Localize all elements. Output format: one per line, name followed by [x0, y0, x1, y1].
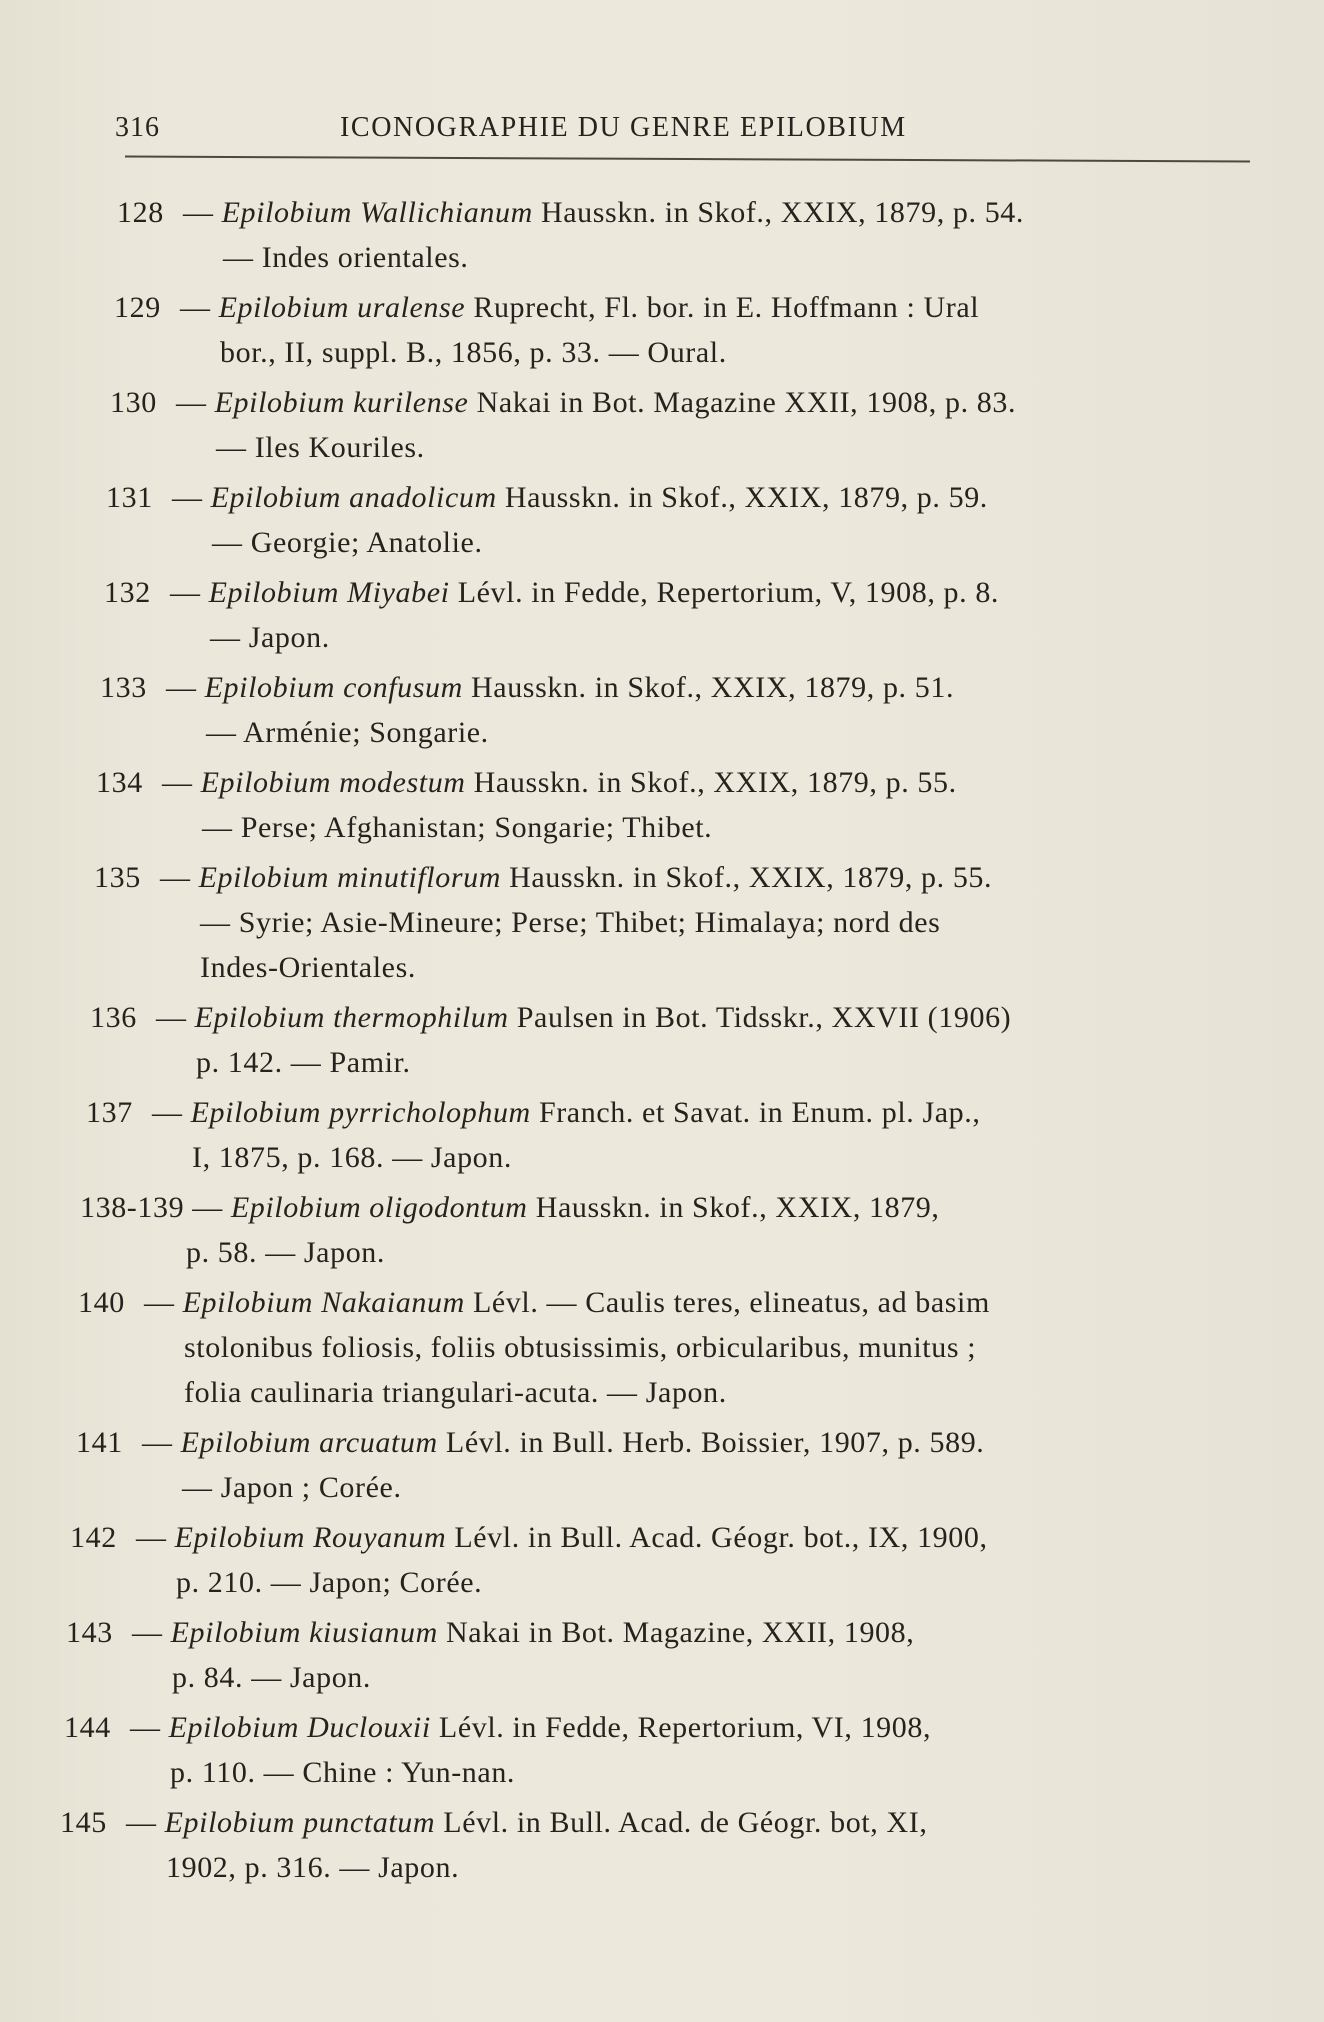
species-entry [76, 1420, 984, 1510]
entry-citation: Lévl. in Fedde, Repertorium, VI, 1908, [438, 1711, 932, 1744]
entry-citation: Hausskn. in Skof., XXIX, 1879, [535, 1191, 940, 1224]
entry-first-line [104, 570, 999, 615]
species-binomial: Epilobium anadolicum [210, 481, 497, 514]
entry-number: 142 [70, 1521, 117, 1554]
entry-citation: Nakai in Bot. Magazine XXII, 1908, p. 83. [476, 386, 1017, 419]
entry-first-line [90, 995, 1011, 1040]
entry-dash: — [136, 1521, 167, 1554]
entry-first-line [76, 1420, 984, 1465]
entry-citation: Nakai in Bot. Magazine, XXII, 1908, [445, 1616, 915, 1649]
entry-number: 135 [94, 861, 141, 894]
species-entry [80, 1185, 940, 1275]
species-entry [66, 1610, 914, 1700]
entry-number: 143 [66, 1616, 113, 1649]
entry-number: 131 [106, 481, 153, 514]
species-binomial: Epilobium Nakaianum [182, 1286, 465, 1319]
entry-dash: — [192, 1191, 223, 1224]
species-entry [100, 665, 954, 755]
entry-continuation-line: folia caulinaria triangulari-acuta. — Japon. [184, 1376, 727, 1409]
entry-continuation-line: p. 210. — Japon; Corée. [176, 1566, 483, 1599]
entry-citation: Hausskn. in Skof., XXIX, 1879, p. 51. [471, 671, 955, 704]
species-binomial: Epilobium Duclouxii [168, 1711, 431, 1744]
entry-first-line [78, 1280, 990, 1325]
entry-first-line [106, 475, 988, 520]
entry-citation: Lévl. in Bull. Acad. Géogr. bot., IX, 1900, [454, 1521, 988, 1554]
species-entry [90, 995, 1011, 1085]
entry-number: 145 [60, 1806, 107, 1839]
entry-continuation-line: — Syrie; Asie-Mineure; Perse; Thibet; Himalaya; nord des [200, 906, 941, 939]
entry-dash: — [152, 1096, 183, 1129]
entry-dash: — [160, 861, 191, 894]
entry-first-line [70, 1515, 988, 1560]
entry-continuation-line: — Arménie; Songarie. [206, 716, 489, 749]
entry-continuation-line: stolonibus foliosis, foliis obtusissimis, orbicularibus, munitus ; [184, 1331, 977, 1364]
entry-number: 128 [117, 196, 164, 229]
entry-continuation-line: p. 84. — Japon. [172, 1661, 371, 1694]
species-entry [96, 760, 957, 850]
species-entry [94, 855, 992, 990]
entry-dash: — [126, 1806, 157, 1839]
entry-number: 129 [114, 291, 161, 324]
entry-citation: Franch. et Savat. in Enum. pl. Jap., [538, 1096, 981, 1129]
entry-citation: Lévl. — Caulis teres, elineatus, ad basim [472, 1286, 990, 1319]
entry-number: 134 [96, 766, 143, 799]
entry-first-line [86, 1090, 980, 1135]
entry-continuation-line: p. 110. — Chine : Yun-nan. [170, 1756, 516, 1789]
entry-citation: Lévl. in Fedde, Repertorium, V, 1908, p. 8. [457, 576, 1000, 609]
entry-first-line [60, 1800, 927, 1845]
entry-dash: — [176, 386, 207, 419]
entry-continuation-line: Indes-Orientales. [200, 951, 416, 984]
entry-dash: — [170, 576, 201, 609]
page-header [115, 108, 1245, 158]
entry-number: 141 [76, 1426, 123, 1459]
running-title: ICONOGRAPHIE DU GENRE EPILOBIUM [340, 112, 907, 143]
entry-continuation-line: p. 58. — Japon. [186, 1236, 385, 1269]
entry-citation: Paulsen in Bot. Tidsskr., XXVII (1906) [516, 1001, 1012, 1034]
entry-number: 130 [110, 386, 157, 419]
entry-dash: — [166, 671, 197, 704]
entry-continuation-line: 1902, p. 316. — Japon. [166, 1851, 460, 1884]
entry-dash: — [183, 196, 214, 229]
species-binomial: Epilobium confusum [204, 671, 463, 704]
entry-dash: — [144, 1286, 175, 1319]
entry-citation: Lévl. in Bull. Acad. de Géogr. bot, XI, [443, 1806, 928, 1839]
entry-citation: Hausskn. in Skof., XXIX, 1879, p. 55. [473, 766, 957, 799]
species-entry [78, 1280, 990, 1415]
entry-continuation-line: — Japon. [210, 621, 330, 654]
species-binomial: Epilobium arcuatum [180, 1426, 438, 1459]
entry-number: 138-139 [80, 1191, 185, 1224]
entry-first-line [94, 855, 992, 900]
entry-first-line [64, 1705, 931, 1750]
entry-first-line [66, 1610, 914, 1655]
page-number: 316 [115, 112, 160, 143]
species-binomial: Epilobium Rouyanum [174, 1521, 447, 1554]
entry-number: 137 [86, 1096, 133, 1129]
entry-number: 133 [100, 671, 147, 704]
entry-dash: — [172, 481, 203, 514]
species-entry [70, 1515, 988, 1605]
species-binomial: Epilobium Wallichianum [221, 196, 533, 229]
entry-number: 140 [78, 1286, 125, 1319]
entry-citation: Hausskn. in Skof., XXIX, 1879, p. 55. [509, 861, 993, 894]
entry-citation: Hausskn. in Skof., XXIX, 1879, p. 54. [540, 196, 1025, 229]
entry-dash: — [156, 1001, 187, 1034]
entry-continuation-line: — Perse; Afghanistan; Songarie; Thibet. [202, 811, 713, 844]
entry-number: 136 [90, 1001, 137, 1034]
species-entry [114, 285, 979, 375]
species-binomial: Epilobium modestum [200, 766, 466, 799]
entry-first-line [117, 190, 1024, 235]
entry-continuation-line: bor., II, suppl. B., 1856, p. 33. — Oural. [220, 336, 727, 369]
species-entry [60, 1800, 927, 1890]
entry-dash: — [142, 1426, 173, 1459]
entry-dash: — [130, 1711, 161, 1744]
entry-first-line [96, 760, 957, 805]
species-entry [117, 190, 1024, 280]
entry-continuation-line: — Japon ; Corée. [182, 1471, 402, 1504]
entry-first-line [100, 665, 954, 710]
entry-number: 132 [104, 576, 151, 609]
entry-first-line [114, 285, 979, 330]
entry-citation: Ruprecht, Fl. bor. in E. Hoffmann : Ural [473, 291, 980, 324]
species-entry [64, 1705, 931, 1795]
species-binomial: Epilobium thermophilum [194, 1001, 509, 1034]
species-entry [86, 1090, 980, 1180]
species-entry [104, 570, 999, 660]
entry-first-line [80, 1185, 940, 1230]
entry-continuation-line: — Indes orientales. [223, 241, 469, 274]
species-binomial: Epilobium oligodontum [230, 1191, 528, 1224]
species-binomial: Epilobium minutiflorum [198, 861, 501, 894]
species-binomial: Epilobium punctatum [164, 1806, 436, 1839]
species-binomial: Epilobium Miyabei [208, 576, 450, 609]
entry-first-line [110, 380, 1016, 425]
entry-dash: — [180, 291, 211, 324]
species-binomial: Epilobium kurilense [214, 386, 469, 419]
entry-continuation-line: p. 142. — Pamir. [196, 1046, 411, 1079]
entry-continuation-line: I, 1875, p. 168. — Japon. [192, 1141, 512, 1174]
entry-citation: Lévl. in Bull. Herb. Boissier, 1907, p. 589. [445, 1426, 985, 1459]
species-binomial: Epilobium pyrricholophum [190, 1096, 531, 1129]
species-entry [110, 380, 1016, 470]
entry-dash: — [162, 766, 193, 799]
entry-citation: Hausskn. in Skof., XXIX, 1879, p. 59. [504, 481, 988, 514]
species-binomial: Epilobium uralense [218, 291, 466, 324]
entry-number: 144 [64, 1711, 111, 1744]
entry-continuation-line: — Iles Kouriles. [216, 431, 425, 464]
species-binomial: Epilobium kiusianum [170, 1616, 438, 1649]
species-entry [106, 475, 988, 565]
entry-dash: — [132, 1616, 163, 1649]
entry-continuation-line: — Georgie; Anatolie. [212, 526, 483, 559]
